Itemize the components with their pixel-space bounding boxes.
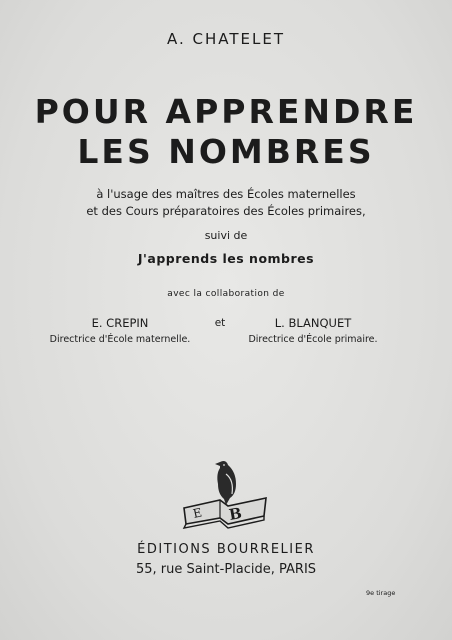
usage-line-2: et des Cours préparatoires des Écoles primaires,: [86, 204, 366, 218]
collaborator-name-blanquet: L. BLANQUET: [274, 316, 352, 330]
title-line-2: LES NOMBRES: [77, 132, 375, 171]
collaborator-name-crepin: E. CREPIN: [91, 316, 149, 330]
author-name: A. CHATELET: [166, 30, 286, 48]
svg-text:B: B: [227, 504, 244, 524]
svg-text:E: E: [191, 505, 204, 521]
title-line-1: POUR APPRENDRE: [34, 92, 418, 131]
subtitle: J'apprends les nombres: [137, 251, 315, 266]
suivi-de: suivi de: [204, 229, 248, 242]
collaboration-line: avec la collaboration de: [167, 289, 285, 299]
usage-line-1: à l'usage des maîtres des Écoles maternelles: [96, 187, 356, 201]
conjunction-et: et: [214, 317, 226, 329]
collaborator-role-crepin: Directrice d'École maternelle.: [49, 334, 191, 345]
collaborator-role-blanquet: Directrice d'École primaire.: [248, 334, 378, 345]
printing-note: 9e tirage: [366, 589, 396, 597]
publisher-address: 55, rue Saint-Placide, PARIS: [135, 562, 317, 577]
bird-on-book-icon: [180, 458, 270, 530]
publisher-name: ÉDITIONS BOURRELIER: [137, 542, 315, 557]
